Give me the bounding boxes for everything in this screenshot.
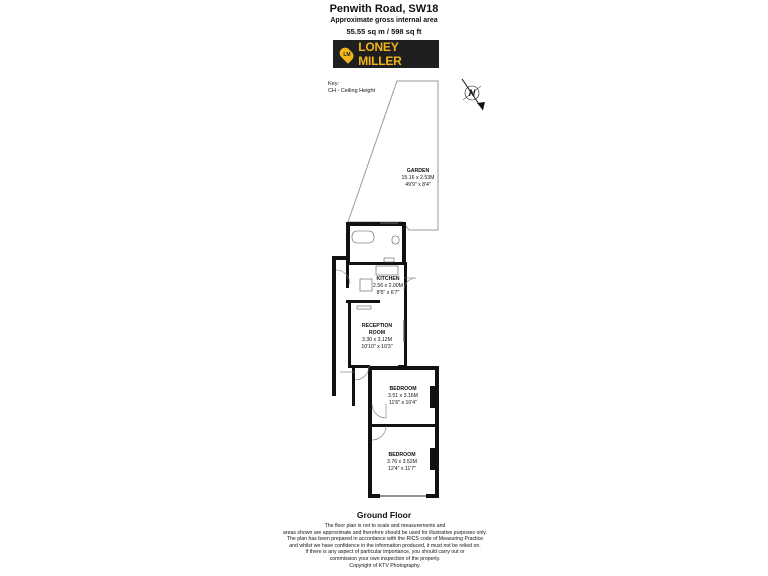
key-entry: CH - Ceiling Height — [328, 88, 376, 94]
fixtures — [352, 231, 399, 309]
disclaimer-line: The plan has been prepared in accordance with the RICS code of Measuring Practice — [286, 536, 484, 543]
kitchen-name: KITCHEN — [376, 276, 400, 282]
disclaimer — [250, 523, 520, 569]
bedroom1-metric: 3.51 x 3.16M — [388, 393, 418, 399]
sink-icon — [384, 258, 394, 262]
garden-name: GARDEN — [406, 168, 430, 174]
toilet-icon — [392, 236, 399, 244]
bedroom1-imperial: 11'6" x 10'4" — [388, 400, 418, 406]
bedroom2-name: BEDROOM — [388, 452, 416, 458]
bath-icon — [352, 231, 374, 243]
disclaimer-line: areas shown are approximate and therefore should be used for illustrative purposes only. — [282, 529, 488, 536]
radiator-icon — [357, 306, 371, 309]
garden-outline — [348, 81, 438, 230]
disclaimer-line: If there is any aspect of particular importance, you should carry out or — [305, 549, 465, 556]
cooker-icon — [360, 279, 372, 291]
disclaimer-line: The floor plan is not to scale and measurements and — [324, 523, 446, 529]
reception-metric: 3.30 x 3.12M — [362, 337, 392, 343]
kitchen-imperial: 8'5" x 6'7" — [376, 290, 400, 296]
kitchen-metric: 2.56 x 2.00M — [373, 283, 403, 289]
garden-imperial: 49'9" x 8'4" — [405, 182, 431, 188]
bedroom2-metric: 3.76 x 3.52M — [387, 459, 417, 465]
garden-metric: 15.16 x 2.53M — [401, 175, 435, 181]
disclaimer-line: and whilst we have confidence in the information produced, it must not be relied on. — [289, 542, 481, 549]
bedroom2-imperial: 12'4" x 11'7" — [387, 466, 417, 472]
area-caption: Approximate gross internal area — [330, 17, 438, 24]
floor-label: Ground Floor — [356, 510, 412, 520]
reception-name-1: RECEPTION — [361, 323, 393, 329]
reception-name-2: ROOM — [368, 330, 386, 336]
map-pin-icon: LM — [337, 45, 356, 64]
key-title: Key: — [328, 81, 340, 87]
bedroom1-name: BEDROOM — [389, 386, 417, 392]
house-walls — [332, 222, 439, 498]
property-address: Penwith Road, SW18 — [329, 3, 439, 15]
reception-imperial: 10'10" x 10'3" — [361, 344, 393, 350]
compass-arrow-icon — [462, 79, 485, 110]
brand-name: LONEY MILLER — [358, 40, 402, 68]
disclaimer-line: Copyright of KTV Photography. — [349, 562, 421, 569]
disclaimer-line: commission your own inspection of the property. — [329, 555, 441, 562]
area-value: 55.55 sq m / 598 sq ft — [346, 27, 422, 36]
compass-label: N — [468, 88, 476, 98]
worktop-icon — [376, 266, 398, 275]
